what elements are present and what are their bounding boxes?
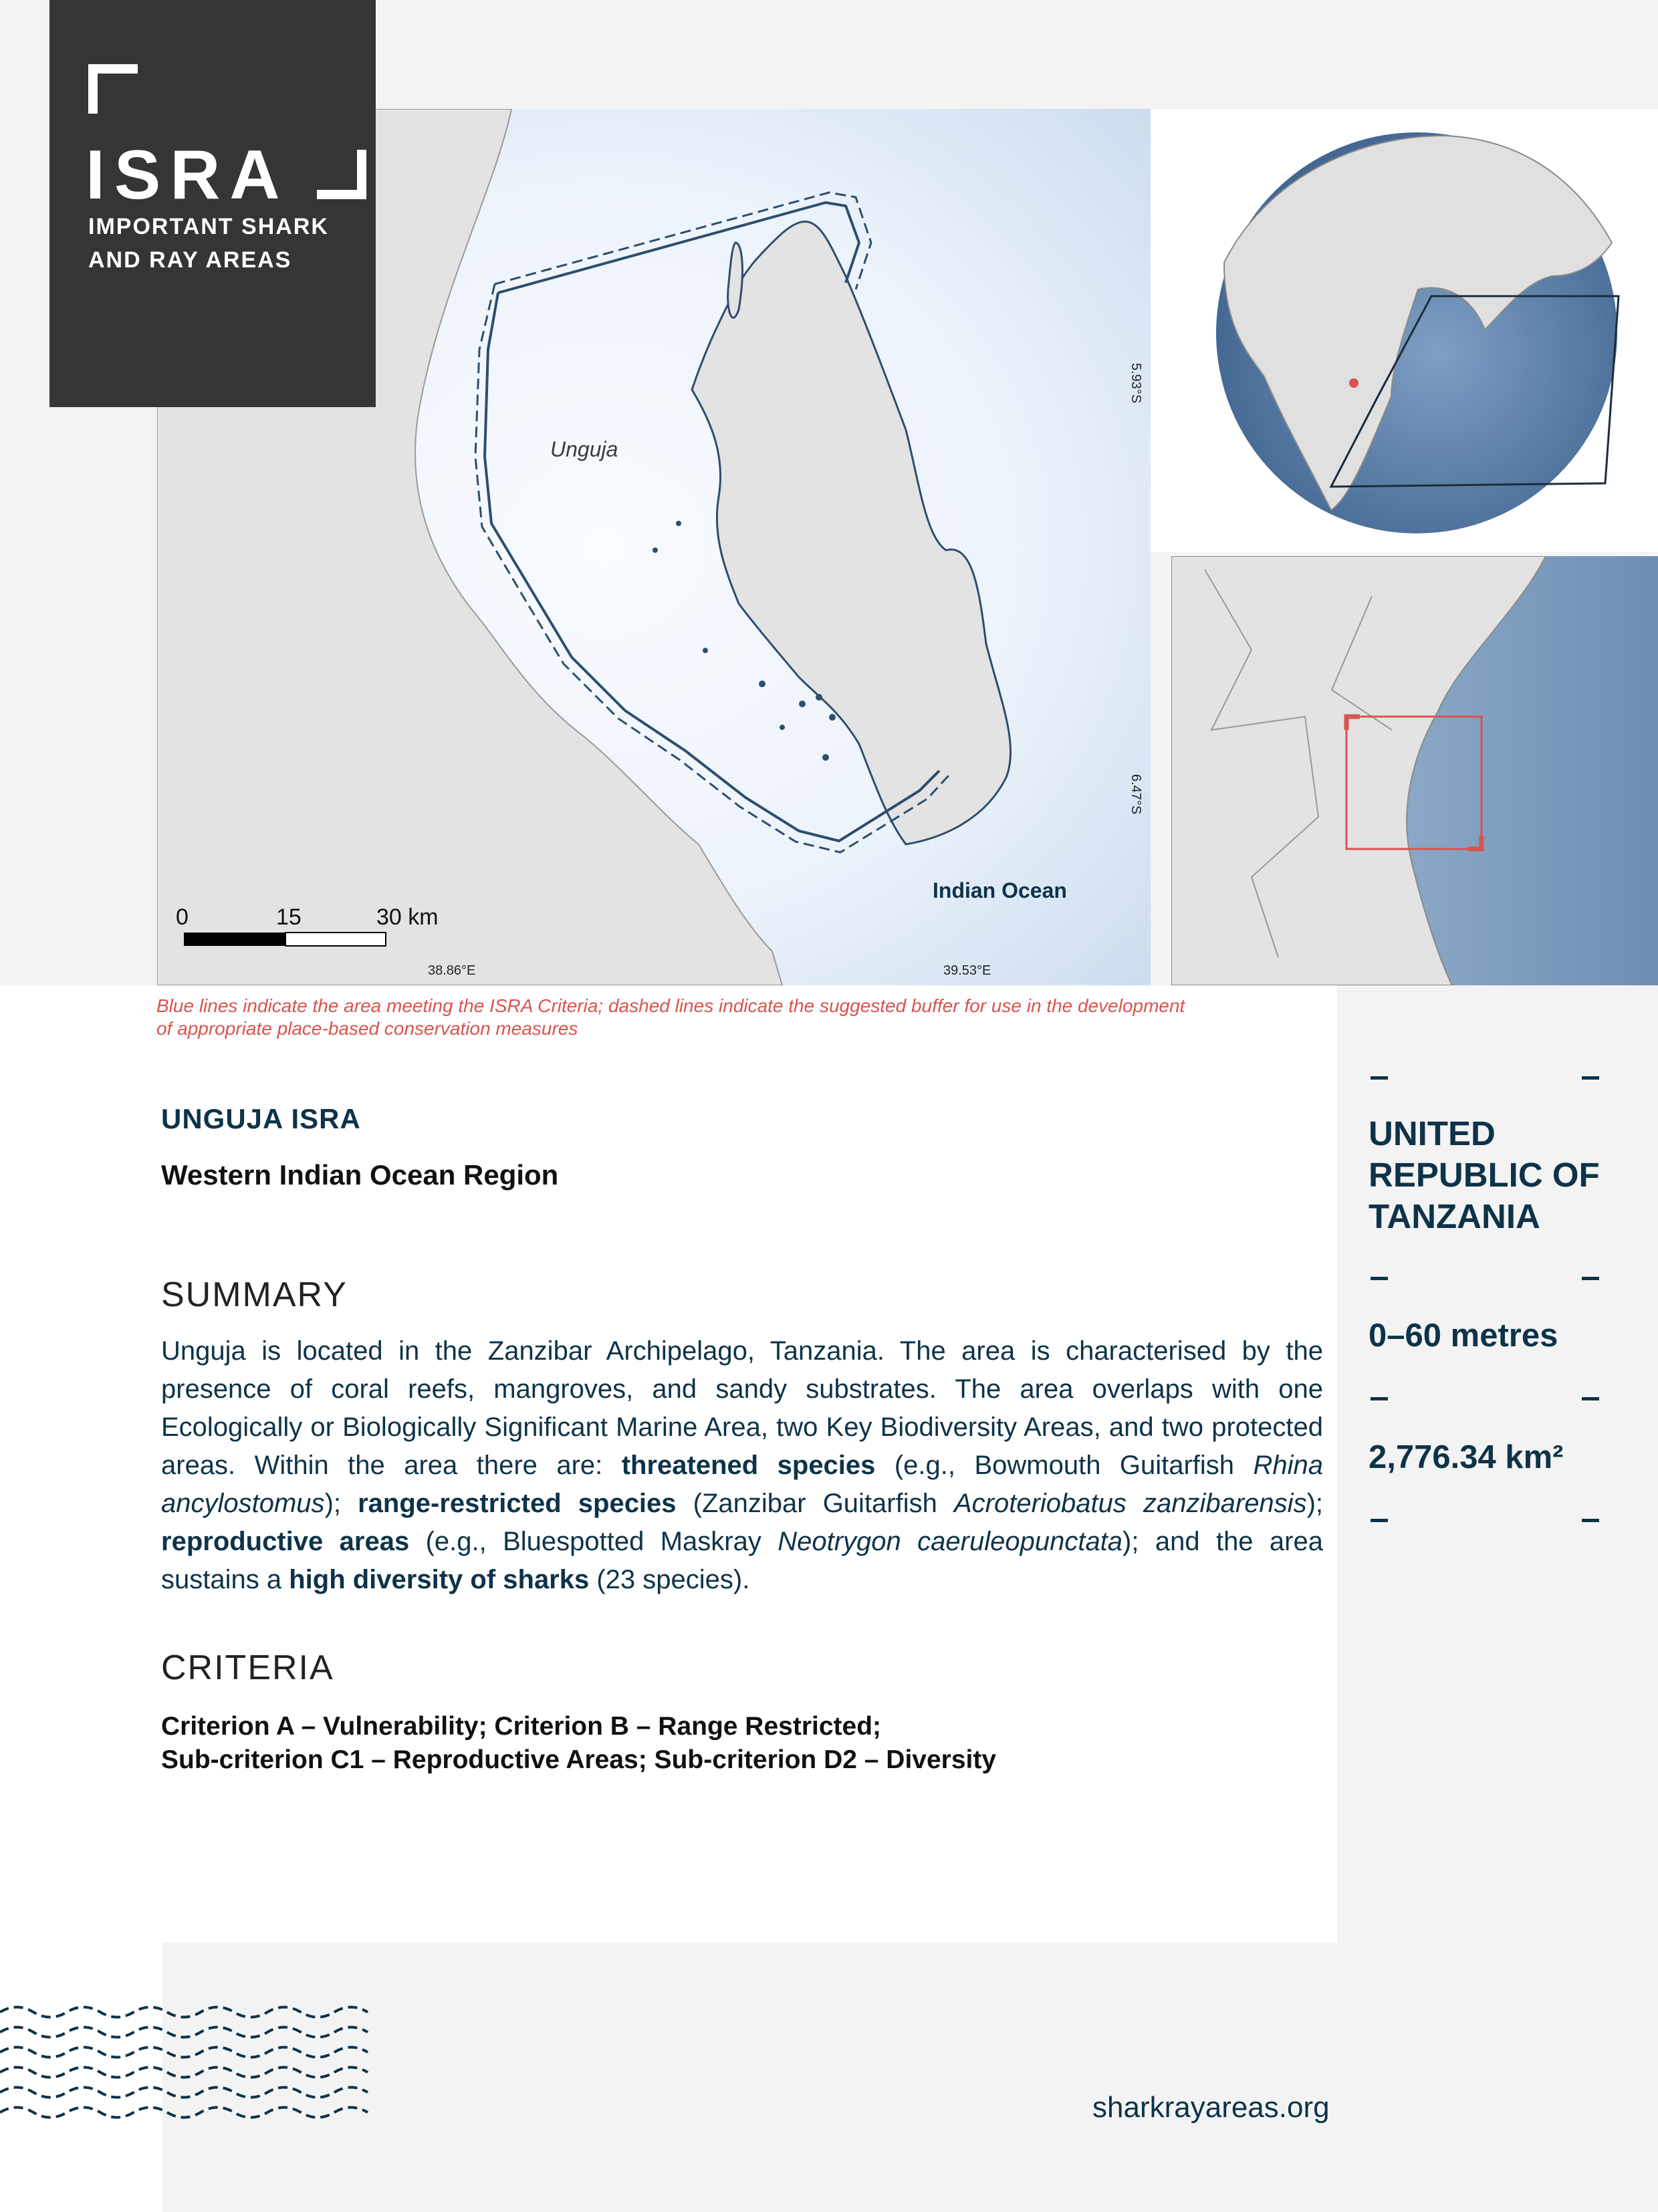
- summary-text-run: (23 species).: [589, 1565, 750, 1594]
- isra-logo: [49, 0, 376, 407]
- summary-bold-reproductive: reproductive areas: [161, 1527, 410, 1556]
- summary-text-run: (e.g., Bowmouth Guitarfish: [875, 1451, 1254, 1480]
- summary-bold-range-restricted: range-restricted species: [358, 1489, 677, 1518]
- summary-species-name: Acroteriobatus zanzibarensis: [953, 1489, 1307, 1518]
- summary-text-run: );: [324, 1489, 358, 1518]
- criteria-line-1: Criterion A – Vulnerability; Criterion B – Range Restricted;: [161, 1712, 882, 1741]
- globe-locator: [1151, 109, 1658, 552]
- region-name: Western Indian Ocean Region: [161, 1159, 559, 1191]
- area-size: 2,776.34 km²: [1369, 1439, 1564, 1475]
- globe-svg: [1151, 109, 1658, 552]
- website-link[interactable]: sharkrayareas.org: [1092, 2091, 1330, 2124]
- islet: [653, 547, 658, 553]
- inset-map: [1171, 556, 1658, 985]
- summary-text: [161, 1332, 1323, 1599]
- summary-text-run: ); and the area sustains a: [161, 1527, 1323, 1594]
- islet: [676, 521, 681, 526]
- logo-corner-top-left: [88, 64, 138, 114]
- summary-text-run: (e.g., Bluespotted Maskray: [409, 1527, 778, 1556]
- divider-dash: [1371, 1519, 1388, 1522]
- islet: [703, 648, 708, 653]
- summary-species-name: Rhina ancylostomus: [161, 1451, 1324, 1518]
- islet: [799, 701, 806, 707]
- logo-wordmark: ISRA: [86, 136, 289, 214]
- divider-dash: [1582, 1397, 1599, 1400]
- islet: [816, 694, 822, 701]
- isra-title: UNGUJA ISRA: [161, 1103, 361, 1134]
- country-name: UNITED REPUBLIC OF TANZANIA: [1369, 1114, 1600, 1235]
- islet: [822, 754, 829, 761]
- depth-range: 0–60 metres: [1369, 1318, 1558, 1354]
- wave-pattern: [0, 1999, 371, 2126]
- summary-bold-diversity: high diversity of sharks: [289, 1565, 590, 1594]
- islet: [829, 714, 836, 721]
- island-label: Unguja: [550, 437, 618, 461]
- divider-dash: [1582, 1277, 1599, 1280]
- lon-label-east: 39.53°E: [943, 963, 991, 978]
- summary-text-run: );: [1306, 1489, 1324, 1518]
- scale-tick-15: 15: [276, 904, 302, 930]
- divider-dash: [1371, 1277, 1388, 1280]
- lat-label-south: 6.47°S: [1129, 774, 1143, 815]
- summary-species-name: Neotrygon caeruleopunctata: [778, 1527, 1123, 1556]
- scale-tick-30: 30 km: [376, 904, 439, 930]
- globe-location-marker: [1349, 378, 1358, 388]
- lon-label-west: 38.86°E: [428, 963, 476, 978]
- islet: [759, 681, 765, 687]
- scale-bar-white: [285, 933, 386, 946]
- summary-text-run: Unguja is located in the Zanzibar Archipelago, Tanzania. The area is characterised by the presence of coral reefs, mangroves, and sandy substrates. The area overlaps with one Ecologically or Biologically Significant Marine Area, two Key Biodiversity Areas, and two protected areas. Within the area there are:: [161, 1336, 1323, 1480]
- map-caption: Blue lines indicate the area meeting the ISRA Criteria; dashed lines indicate the suggested buffer for use in the development of appropriate place-based conservation measures: [156, 995, 1185, 1039]
- scale-tick-0: 0: [176, 904, 189, 930]
- criteria-line-2: Sub-criterion C1 – Reproductive Areas; Sub-criterion D2 – Diversity: [161, 1745, 997, 1774]
- criteria-text: [161, 1710, 1298, 1777]
- divider-dash: [1582, 1076, 1599, 1080]
- logo-corner-bottom-right: [317, 150, 366, 199]
- divider-dash: [1371, 1076, 1388, 1080]
- lat-label-north: 5.93°S: [1129, 363, 1143, 404]
- logo-subtitle-line2: AND RAY AREAS: [88, 247, 292, 273]
- inset-map-svg: [1171, 556, 1658, 985]
- scale-bar-black: [184, 933, 285, 946]
- divider-dash: [1371, 1397, 1388, 1400]
- summary-bold-threatened: threatened species: [621, 1451, 876, 1480]
- summary-text-run: (Zanzibar Guitarfish: [676, 1489, 954, 1518]
- islet: [780, 725, 785, 730]
- divider-dash: [1582, 1519, 1599, 1522]
- logo-subtitle-line1: IMPORTANT SHARK: [88, 214, 329, 239]
- ocean-label: Indian Ocean: [933, 878, 1067, 902]
- criteria-heading: CRITERIA: [161, 1648, 334, 1687]
- summary-heading: SUMMARY: [161, 1275, 348, 1314]
